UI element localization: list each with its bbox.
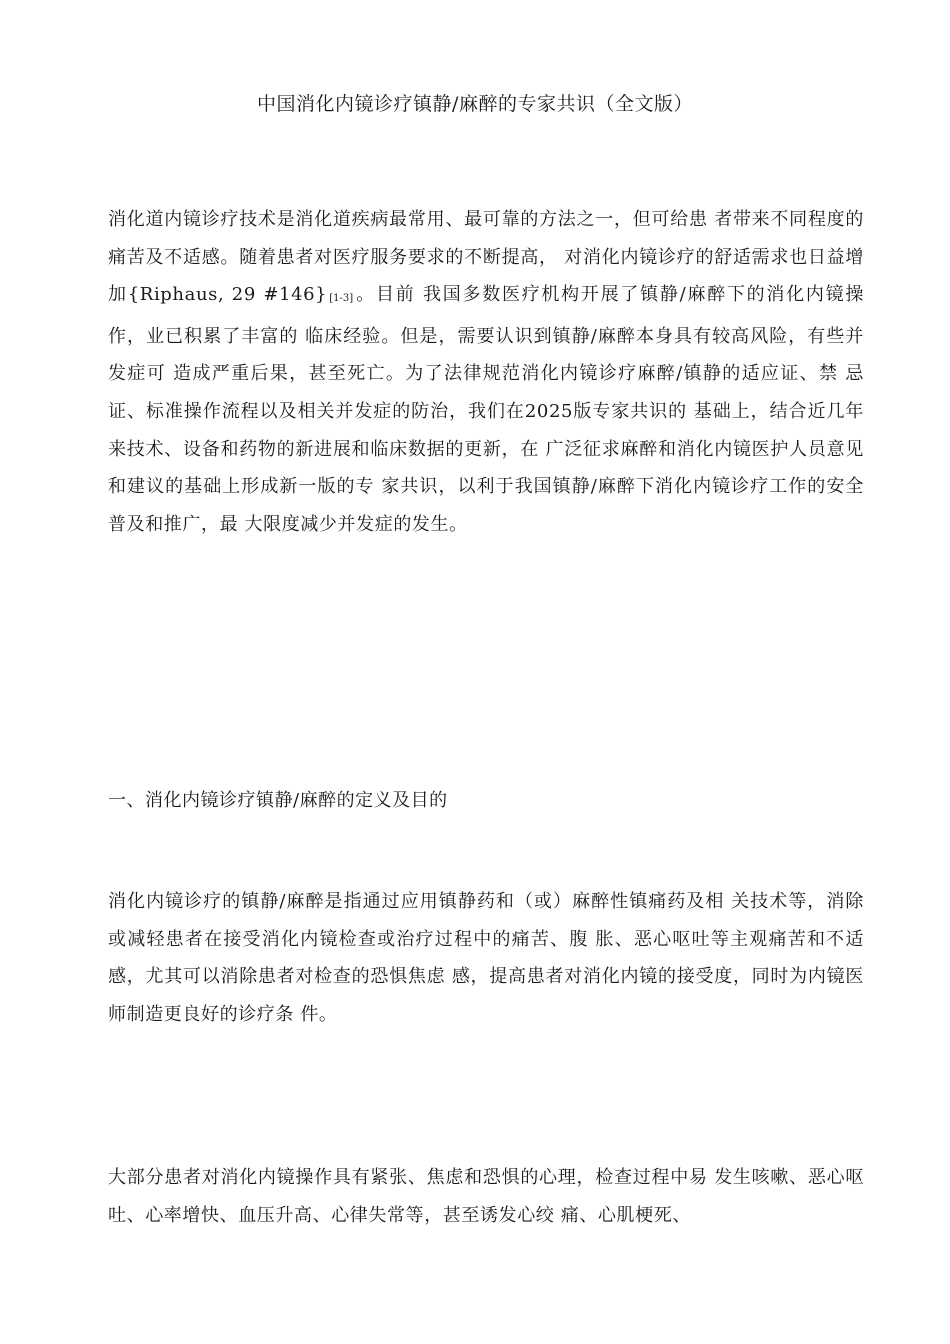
intro-text-part1: 消化道内镜诊疗技术是消化道疾病最常用、最可靠的方法之一，但可给患 者带来不同程度的痛苦及不适感。随着患者对医疗服务要求的不断提高， 对消化内镜诊疗的舒适需求也日益增加{Riphaus, 29 #146} xyxy=(108,209,864,306)
intro-text-part2: 。目前 我国多数医疗机构开展了镇静/麻醉下的消化内镜操作，业已积累了丰富的 临床经验。但是，需要认识到镇静/麻醉本身具有较高风险，有些并发症可 造成严重后果，甚至死亡。为了法律规范消化内镜诊疗麻醉/镇静的适应证、禁 忌证、标准操作流程以及相关并发症的防治，我们在2025版专家共识的 基础上，结合近几年来技术、设备和药物的新进展和临床数据的更新，在 广泛征求麻醉和消化内镜医护人员意见和建议的基础上形成新一版的专 家共识，以利于我国镇静/麻醉下消化内镜诊疗工作的安全普及和推广，最 大限度减少并发症的发生。 xyxy=(108,284,864,535)
section-heading: 一、消化内镜诊疗镇静/麻醉的定义及目的 xyxy=(108,790,448,811)
anxiety-paragraph: 大部分患者对消化内镜操作具有紧张、焦虑和恐惧的心理，检查过程中易 发生咳嗽、恶心呕吐、心率增快、血压升高、心律失常等，甚至诱发心绞 痛、心肌梗死、 xyxy=(108,1167,864,1226)
definition-paragraph: 消化内镜诊疗的镇静/麻醉是指通过应用镇静药和（或）麻醉性镇痛药及相 关技术等，消除或减轻患者在接受消化内镜检查或治疗过程中的痛苦、腹 胀、恶心呕吐等主观痛苦和不适感，尤其可以消除患者对检查的恐惧焦虑 感，提高患者对消化内镜的接受度，同时为内镜医师制造更良好的诊疗条 件。 xyxy=(108,891,864,1025)
citation-reference: [1-3] xyxy=(329,293,354,305)
document-title: 中国消化内镜诊疗镇静/麻醉的专家共识（全文版） xyxy=(257,93,693,115)
intro-paragraph xyxy=(108,201,864,543)
